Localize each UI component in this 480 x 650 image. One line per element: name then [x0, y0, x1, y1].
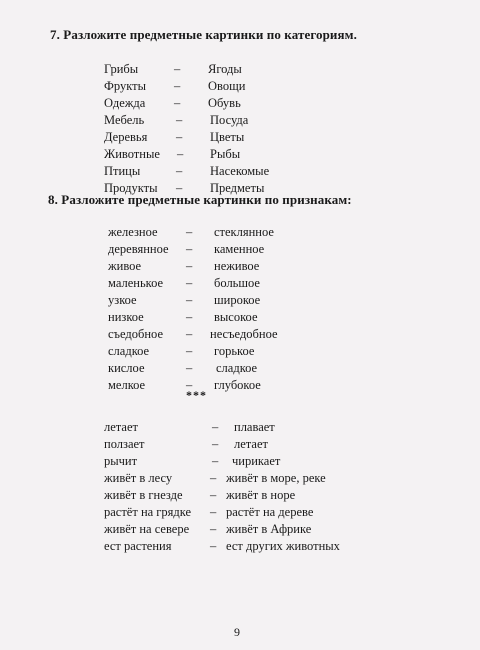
task-8-heading: 8. Разложите предметные картинки по признакам:: [48, 192, 352, 207]
left-word: живёт в лесу: [104, 471, 173, 485]
dash: –: [177, 147, 184, 161]
task-7-heading: 7. Разложите предметные картинки по категориям.: [50, 27, 357, 42]
list-item: [0, 293, 480, 310]
left-word: узкое: [108, 293, 137, 307]
dash: –: [212, 454, 219, 468]
right-word: Насекомые: [210, 164, 270, 178]
dash: –: [174, 96, 181, 110]
dash: –: [186, 225, 193, 239]
list-item: [0, 471, 480, 488]
left-word: Грибы: [104, 62, 139, 76]
left-word: живёт на севере: [104, 522, 190, 536]
left-word: Фрукты: [104, 79, 146, 93]
right-word: неживое: [214, 259, 260, 273]
list-item: [0, 164, 480, 181]
dash: –: [176, 113, 183, 127]
list-item: [0, 505, 480, 522]
right-word: каменное: [214, 242, 265, 256]
left-word: летает: [104, 420, 138, 434]
list-item: [0, 242, 480, 259]
left-word: живёт в гнезде: [104, 488, 183, 502]
right-word: живёт в Африке: [226, 522, 312, 536]
left-word: Животные: [104, 147, 160, 161]
dash: –: [186, 293, 193, 307]
left-word: низкое: [108, 310, 144, 324]
list-item: [0, 420, 480, 437]
list-item: [0, 62, 480, 79]
left-word: кислое: [108, 361, 145, 375]
dash: –: [176, 181, 183, 195]
left-word: ползает: [104, 437, 145, 451]
dash: –: [186, 242, 193, 256]
list-item: [0, 522, 480, 539]
list-item: [0, 437, 480, 454]
right-word: стеклянное: [214, 225, 274, 239]
right-word: Цветы: [210, 130, 245, 144]
dash: –: [210, 505, 217, 519]
right-word: Ягоды: [208, 62, 242, 76]
left-word: Продукты: [104, 181, 158, 195]
right-word: горькое: [214, 344, 255, 358]
left-word: сладкое: [108, 344, 150, 358]
left-word: растёт на грядке: [104, 505, 192, 519]
right-word: широкое: [214, 293, 261, 307]
list-item: [0, 147, 480, 164]
right-word: живёт в море, реке: [226, 471, 326, 485]
list-item: [0, 539, 480, 556]
list-item: [0, 113, 480, 130]
left-word: мелкое: [108, 378, 146, 392]
right-word: Посуда: [210, 113, 249, 127]
dash: –: [186, 310, 193, 324]
list-item: [0, 361, 480, 378]
left-word: Одежда: [104, 96, 146, 110]
right-word: высокое: [214, 310, 258, 324]
list-item: [0, 454, 480, 471]
left-word: ест растения: [104, 539, 172, 553]
right-word: летает: [234, 437, 268, 451]
right-word: чирикает: [232, 454, 281, 468]
dash: –: [210, 522, 217, 536]
left-word: рычит: [104, 454, 138, 468]
right-word: сладкое: [216, 361, 258, 375]
right-word: Овощи: [208, 79, 246, 93]
dash: –: [212, 420, 219, 434]
left-word: съедобное: [108, 327, 164, 341]
dash: –: [186, 276, 193, 290]
right-word: глубокое: [214, 378, 261, 392]
page-number: 9: [234, 625, 240, 639]
right-word: Предметы: [210, 181, 265, 195]
right-word: большое: [214, 276, 260, 290]
left-word: деревянное: [108, 242, 169, 256]
list-item: [0, 259, 480, 276]
list-item: [0, 327, 480, 344]
dash: –: [210, 539, 217, 553]
list-item: [0, 276, 480, 293]
left-word: Деревья: [104, 130, 148, 144]
dash: –: [186, 378, 193, 392]
dash: –: [176, 130, 183, 144]
separator-stars: ***: [186, 388, 207, 402]
right-word: растёт на дереве: [226, 505, 314, 519]
left-word: маленькое: [108, 276, 164, 290]
dash: –: [174, 62, 181, 76]
list-item: [0, 79, 480, 96]
dash: –: [174, 79, 181, 93]
right-word: плавает: [234, 420, 275, 434]
list-item: [0, 488, 480, 505]
right-word: несъедобное: [210, 327, 278, 341]
list-item: [0, 225, 480, 242]
right-word: живёт в норе: [226, 488, 296, 502]
dash: –: [186, 344, 193, 358]
dash: –: [212, 437, 219, 451]
left-word: Птицы: [104, 164, 141, 178]
dash: –: [186, 259, 193, 273]
left-word: живое: [108, 259, 142, 273]
dash: –: [186, 361, 193, 375]
dash: –: [186, 327, 193, 341]
dash: –: [210, 471, 217, 485]
list-item: [0, 130, 480, 147]
left-word: Мебель: [104, 113, 145, 127]
right-word: Обувь: [208, 96, 241, 110]
right-word: ест других животных: [226, 539, 340, 553]
list-item: [0, 96, 480, 113]
list-item: [0, 310, 480, 327]
list-item: [0, 344, 480, 361]
dash: –: [210, 488, 217, 502]
list-item: [0, 378, 480, 395]
dash: –: [176, 164, 183, 178]
right-word: Рыбы: [210, 147, 241, 161]
left-word: железное: [108, 225, 158, 239]
